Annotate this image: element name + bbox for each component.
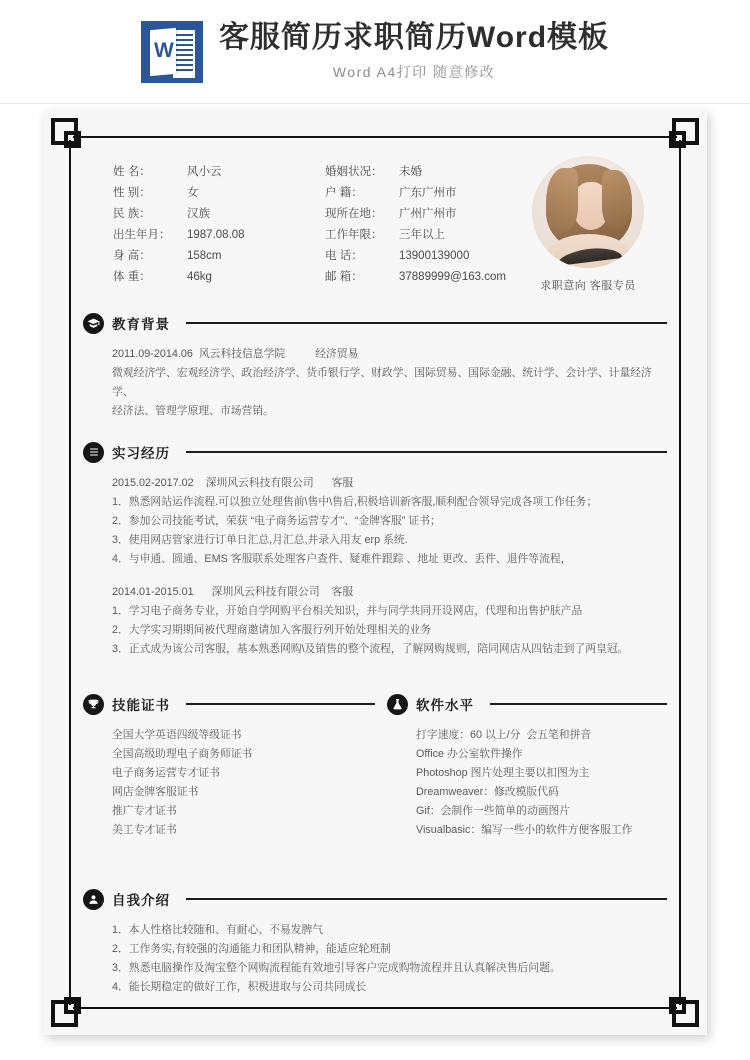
resume-content bbox=[83, 146, 667, 999]
certificates-section-body bbox=[83, 717, 375, 840]
job-item: 2．参加公司技能考试，荣获 “电子商务运营专才”、“金牌客服” 证书； bbox=[112, 515, 441, 527]
info-value: 37889999@163.com bbox=[399, 271, 506, 283]
certificate-item: 推广专才证书 bbox=[112, 805, 177, 817]
software-item: Gif：会制作一些简单的动画图片 bbox=[416, 805, 571, 817]
info-row bbox=[113, 204, 325, 225]
info-value: 女 bbox=[187, 187, 199, 199]
info-value: 广东广州市 bbox=[399, 187, 457, 199]
self-intro-item: 3．熟悉电脑操作及淘宝整个网购流程能有效地引导客户完成购物流程并且认真解决售后问题。 bbox=[112, 962, 561, 974]
experience-section bbox=[83, 439, 667, 659]
resume-sheet bbox=[43, 110, 707, 1035]
corner-ornament-bottom-right bbox=[663, 991, 699, 1027]
page-header bbox=[0, 0, 750, 104]
info-label: 身 高： bbox=[113, 250, 151, 262]
job-meta: 2014.01-2015.01 深圳风云科技有限公司 客服 bbox=[112, 586, 354, 598]
self-introduction-section bbox=[83, 886, 667, 997]
software-section-header bbox=[387, 691, 667, 717]
info-value: 三年以上 bbox=[399, 229, 445, 241]
experience-section-title: 实习经历 bbox=[112, 446, 170, 461]
graduation-cap-icon bbox=[83, 313, 104, 334]
page-subtitle: Word A4打印 随意修改 bbox=[332, 63, 496, 80]
job-item: 3．正式成为该公司客服，基本熟悉网购\及销售的整个流程，了解网购规则，陪同网店从四钻走到了两皇冠。 bbox=[112, 643, 629, 655]
job-item: 2．大学实习期期间被代理商邀请加入客服行列开始处理相关的业务 bbox=[112, 624, 432, 636]
personal-info-left-column bbox=[83, 162, 325, 288]
info-label: 工作年限： bbox=[325, 229, 383, 241]
word-document-icon bbox=[141, 21, 203, 83]
certificates-section-header bbox=[83, 691, 375, 717]
info-label: 姓 名： bbox=[113, 166, 151, 178]
certificate-item: 网店金牌客服证书 bbox=[112, 786, 199, 798]
info-value: 158cm bbox=[187, 250, 222, 262]
stacked-layers-icon bbox=[83, 442, 104, 463]
page-title: 客服简历求职简历Word模板 bbox=[218, 21, 610, 55]
info-value: 风小云 bbox=[187, 166, 222, 178]
info-value: 46kg bbox=[187, 271, 212, 283]
section-rule bbox=[186, 322, 667, 324]
experience-section-body bbox=[83, 465, 667, 659]
frame-line-bottom bbox=[73, 1007, 677, 1009]
software-item: Photoshop 图片处理主要以扣图为主 bbox=[416, 767, 590, 779]
education-section-title: 教育背景 bbox=[112, 317, 170, 332]
software-item: 打字速度：60 以上/分 会五笔和拼音 bbox=[416, 729, 592, 741]
frame-line-right bbox=[679, 140, 681, 1005]
info-row bbox=[113, 246, 325, 267]
skills-row bbox=[83, 691, 667, 840]
section-rule bbox=[186, 703, 375, 705]
certificates-section bbox=[83, 691, 375, 840]
corner-ornament-bottom-left bbox=[51, 991, 87, 1027]
certificate-item: 全国高级助理电子商务师证书 bbox=[112, 748, 253, 760]
certificate-item: 美工专才证书 bbox=[112, 824, 177, 836]
certificate-item: 全国大学英语四级等级证书 bbox=[112, 729, 242, 741]
education-course-line: 经济法、管理学原理、市场营销。 bbox=[112, 405, 274, 417]
person-icon bbox=[83, 889, 104, 910]
section-rule bbox=[186, 451, 667, 453]
software-section-title: 软件水平 bbox=[416, 698, 474, 713]
job-item: 1．学习电子商务专业，开始自学网购平台相关知识，并与同学共同开设网店，代理和出售护肤产品 bbox=[112, 605, 583, 617]
self-intro-item: 2．工作务实,有较强的沟通能力和团队精神，能适应轮班制 bbox=[112, 943, 391, 955]
info-label: 现所在地： bbox=[325, 208, 383, 220]
header-inner bbox=[141, 21, 609, 83]
job-objective: 求职意向 客服专员 bbox=[540, 280, 636, 292]
info-label: 邮 箱： bbox=[325, 271, 363, 283]
experience-section-header bbox=[83, 439, 667, 465]
self-introduction-section-title: 自我介绍 bbox=[112, 893, 170, 908]
info-label: 婚姻状况： bbox=[325, 166, 383, 178]
info-value: 广州广州市 bbox=[399, 208, 457, 220]
info-label: 出生年月： bbox=[113, 229, 171, 241]
job-item: 4．与申通、圆通、EMS 客服联系处理客户查件、疑难件跟踪 、地址 更改、丢件、退件等流程， bbox=[112, 553, 572, 565]
software-item: Dreamweaver：修改模版代码 bbox=[416, 786, 559, 798]
trophy-icon bbox=[83, 694, 104, 715]
certificates-section-title: 技能证书 bbox=[112, 698, 170, 713]
education-section-body bbox=[83, 336, 667, 421]
resume-sheet-wrapper bbox=[43, 110, 707, 1035]
section-rule bbox=[490, 703, 667, 705]
frame-line-left bbox=[69, 140, 71, 1005]
header-texts bbox=[219, 21, 609, 82]
info-row bbox=[113, 162, 325, 183]
word-icon-lines bbox=[173, 30, 195, 78]
software-section bbox=[375, 691, 667, 840]
info-value: 汉族 bbox=[187, 208, 210, 220]
section-rule bbox=[186, 898, 667, 900]
info-value: 未婚 bbox=[399, 166, 422, 178]
info-row bbox=[113, 267, 325, 288]
corner-ornament-top-right bbox=[663, 118, 699, 154]
software-item: Office 办公室软件操作 bbox=[416, 748, 523, 760]
education-course-line: 微观经济学、宏观经济学、政治经济学、货币银行学、财政学、国际贸易、国际金融、统计学、会计学、计量经济学、 bbox=[112, 367, 652, 398]
software-section-body bbox=[387, 717, 667, 840]
info-row bbox=[113, 183, 325, 204]
education-entry: 2011.09-2014.06 风云科技信息学院 经济贸易 bbox=[112, 348, 359, 360]
personal-info-section bbox=[83, 146, 667, 306]
info-label: 户 籍： bbox=[325, 187, 363, 199]
job-meta: 2015.02-2017.02 深圳风云科技有限公司 客服 bbox=[112, 477, 354, 489]
self-introduction-section-header bbox=[83, 886, 667, 912]
self-introduction-section-body bbox=[83, 912, 667, 997]
job-item: 1．熟悉网站运作流程.可以独立处理售前\售中\售后,积极培训新客服,顺利配合领导完成各项工作任务； bbox=[112, 496, 598, 508]
frame-line-top bbox=[73, 136, 677, 138]
info-label: 性 别： bbox=[113, 187, 151, 199]
info-label: 民 族： bbox=[113, 208, 151, 220]
photo-block bbox=[523, 156, 653, 293]
word-icon-letter: W bbox=[154, 38, 174, 62]
self-intro-item: 4．能长期稳定的做好工作，积极进取与公司共同成长 bbox=[112, 981, 367, 993]
info-value: 1987.08.08 bbox=[187, 229, 245, 241]
certificate-item: 电子商务运营专才证书 bbox=[112, 767, 220, 779]
info-label: 电 话： bbox=[325, 250, 363, 262]
corner-ornament-top-left bbox=[51, 118, 87, 154]
job-item: 3．使用网店管家进行订单日汇总,月汇总,并录入用友 erp 系统. bbox=[112, 534, 408, 546]
education-section bbox=[83, 310, 667, 421]
flask-icon bbox=[387, 694, 408, 715]
info-label: 体 重： bbox=[113, 271, 151, 283]
education-section-header bbox=[83, 310, 667, 336]
avatar bbox=[532, 156, 644, 268]
software-item: Visualbasic：编写一些小的软件方便客服工作 bbox=[416, 824, 633, 836]
info-row bbox=[113, 225, 325, 246]
self-intro-item: 1．本人性格比较随和、有耐心、不易发脾气 bbox=[112, 924, 324, 936]
info-value: 13900139000 bbox=[399, 250, 470, 262]
